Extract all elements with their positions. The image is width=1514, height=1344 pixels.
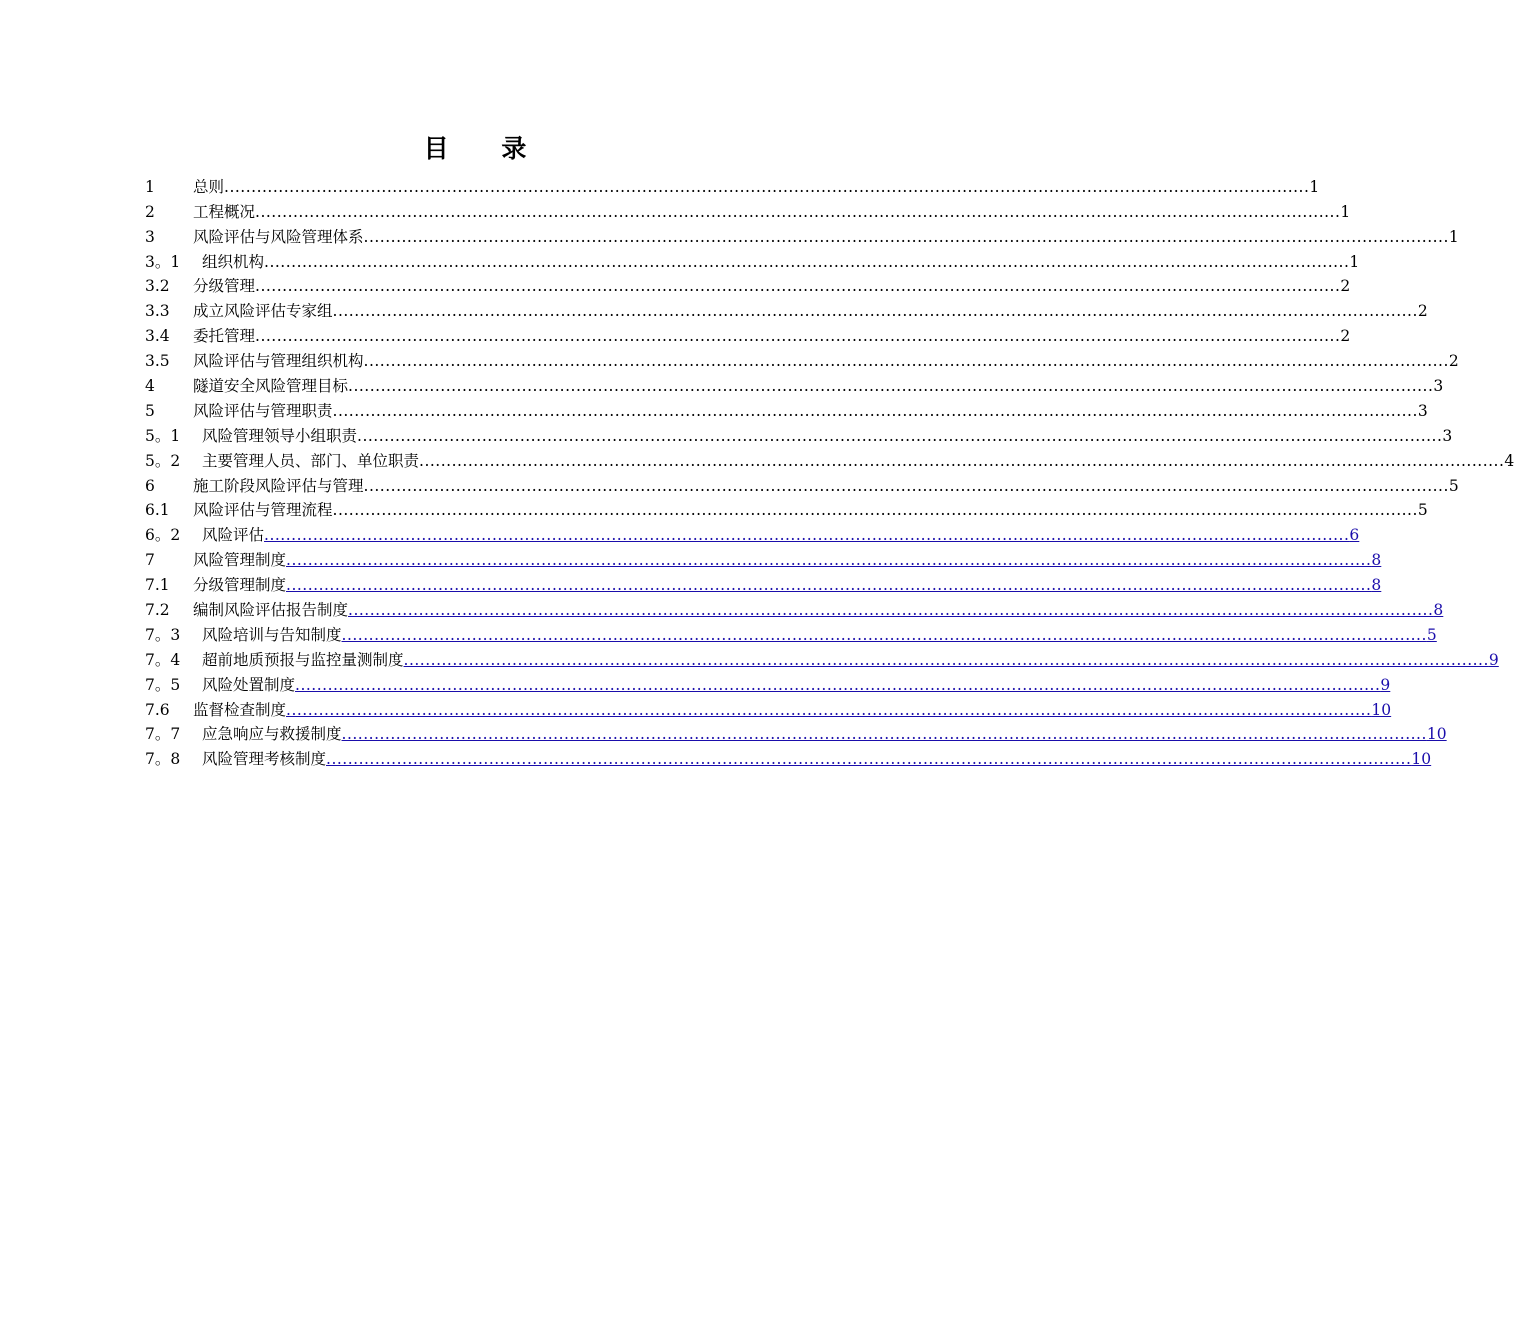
toc-entry-number: 3.3 <box>145 302 170 321</box>
toc-entry <box>145 174 1320 199</box>
toc-dot-leader: ........................................................................................................................................................................................................ <box>332 401 1418 420</box>
toc-entry[interactable] <box>145 722 1447 747</box>
toc-entry-label: 风险评估与风险管理体系 <box>193 227 364 246</box>
toc-entry-label: 分级管理制度 <box>193 576 287 595</box>
toc-dot-leader: ........................................................................................................................................................................................................ <box>264 526 1350 545</box>
toc-entry[interactable] <box>145 672 1391 697</box>
toc-entry-label: 风险管理制度 <box>193 551 287 570</box>
toc-entry-page-number[interactable]: 8 <box>1371 576 1382 595</box>
toc-entry-page-number: 3 <box>1442 426 1453 445</box>
toc-entry[interactable] <box>145 522 1360 547</box>
toc-entry-page-number: 3 <box>1433 377 1444 396</box>
toc-entry-number: 7.6 <box>145 700 170 719</box>
toc-dot-leader: ........................................................................................................................................................................................................ <box>286 551 1372 570</box>
toc-entry-number: 6 <box>145 476 155 495</box>
toc-entry-page-number: 1 <box>1309 177 1320 196</box>
toc-entry-page-number: 2 <box>1340 277 1351 296</box>
toc-entry-number: 7.1 <box>145 576 170 595</box>
toc-entry-label: 风险培训与告知制度 <box>202 625 342 644</box>
toc-dot-leader: ........................................................................................................................................................................................................ <box>363 476 1449 495</box>
toc-entry[interactable] <box>145 697 1392 722</box>
toc-entry <box>145 249 1360 274</box>
toc-entry[interactable] <box>145 597 1444 622</box>
toc-title: 目 录 <box>423 134 549 163</box>
toc-dot-leader: ........................................................................................................................................................................................................ <box>286 700 1372 719</box>
table-of-contents <box>145 174 1514 771</box>
toc-entry <box>145 323 1351 348</box>
toc-entry-page-number: 5 <box>1448 476 1459 495</box>
toc-entry-number: 5。2 <box>145 451 181 470</box>
toc-entry <box>145 373 1444 398</box>
toc-entry-page-number[interactable]: 8 <box>1371 551 1382 570</box>
toc-dot-leader: ........................................................................................................................................................................................................ <box>332 501 1418 520</box>
toc-entry-label: 编制风险评估报告制度 <box>193 601 349 620</box>
toc-entry-number: 7 <box>145 551 155 570</box>
toc-entry-label: 施工阶段风险评估与管理 <box>193 476 364 495</box>
toc-entry[interactable] <box>145 547 1382 572</box>
toc-entry-number: 7.2 <box>145 601 170 620</box>
toc-entry-page-number: 2 <box>1340 327 1351 346</box>
toc-entry <box>145 224 1459 249</box>
toc-entry-page-number: 4 <box>1504 451 1514 470</box>
toc-entry <box>145 298 1428 323</box>
toc-entry-number: 5 <box>145 401 155 420</box>
toc-entry <box>145 473 1459 498</box>
toc-dot-leader: ........................................................................................................................................................................................................ <box>332 302 1418 321</box>
toc-entry-number: 5。1 <box>145 426 181 445</box>
toc-entry-label: 应急响应与救援制度 <box>202 725 342 744</box>
toc-dot-leader: ........................................................................................................................................................................................................ <box>295 675 1381 694</box>
toc-entry <box>145 423 1453 448</box>
toc-entry-page-number: 1 <box>1448 227 1459 246</box>
toc-entry-number: 3.2 <box>145 277 170 296</box>
toc-entry-page-number: 2 <box>1417 302 1428 321</box>
toc-entry-number: 7。4 <box>145 650 181 669</box>
toc-entry-label: 超前地质预报与监控量测制度 <box>202 650 404 669</box>
toc-entry-label: 组织机构 <box>202 252 265 271</box>
toc-entry-page-number[interactable]: 5 <box>1426 625 1437 644</box>
toc-entry-number: 7。7 <box>145 725 181 744</box>
toc-dot-leader: ........................................................................................................................................................................................................ <box>348 601 1434 620</box>
toc-dot-leader: ........................................................................................................................................................................................................ <box>264 252 1350 271</box>
toc-entry-label: 风险评估与管理组织机构 <box>193 352 364 371</box>
toc-dot-leader: ........................................................................................................................................................................................................ <box>326 750 1412 769</box>
toc-dot-leader: ........................................................................................................................................................................................................ <box>286 576 1372 595</box>
toc-entry-page-number: 3 <box>1417 401 1428 420</box>
toc-entry-label: 风险评估 <box>202 526 265 545</box>
toc-entry-page-number[interactable]: 9 <box>1488 650 1499 669</box>
toc-entry-page-number[interactable]: 10 <box>1411 750 1432 769</box>
toc-entry[interactable] <box>145 746 1432 771</box>
toc-entry-page-number: 1 <box>1340 202 1351 221</box>
toc-dot-leader: ........................................................................................................................................................................................................ <box>363 227 1449 246</box>
toc-entry <box>145 274 1351 299</box>
toc-dot-leader: ........................................................................................................................................................................................................ <box>357 426 1443 445</box>
toc-entry-number: 7。5 <box>145 675 181 694</box>
toc-entry-page-number[interactable]: 10 <box>1371 700 1392 719</box>
toc-entry-label: 工程概况 <box>193 202 256 221</box>
toc-entry-number: 6。2 <box>145 526 181 545</box>
toc-dot-leader: ........................................................................................................................................................................................................ <box>341 625 1427 644</box>
toc-entry[interactable] <box>145 572 1382 597</box>
toc-entry-page-number: 1 <box>1349 252 1360 271</box>
toc-dot-leader: ........................................................................................................................................................................................................ <box>348 377 1434 396</box>
toc-entry-label: 风险管理考核制度 <box>202 750 327 769</box>
toc-entry-page-number[interactable]: 6 <box>1349 526 1360 545</box>
toc-entry-page-number: 2 <box>1448 352 1459 371</box>
toc-entry-number: 6.1 <box>145 501 170 520</box>
toc-entry-label: 成立风险评估专家组 <box>193 302 333 321</box>
toc-entry[interactable] <box>145 622 1437 647</box>
toc-entry-label: 总则 <box>193 177 225 196</box>
toc-entry <box>145 498 1428 523</box>
toc-entry-label: 风险管理领导小组职责 <box>202 426 358 445</box>
toc-entry-label: 隧道安全风险管理目标 <box>193 377 349 396</box>
toc-entry-number: 3。1 <box>145 252 181 271</box>
toc-entry-label: 分级管理 <box>193 277 256 296</box>
toc-entry-number: 3 <box>145 227 155 246</box>
toc-entry-number: 3.4 <box>145 327 170 346</box>
toc-entry-page-number: 5 <box>1417 501 1428 520</box>
toc-entry-page-number[interactable]: 10 <box>1426 725 1447 744</box>
toc-entry-label: 主要管理人员、部门、单位职责 <box>202 451 420 470</box>
toc-entry-number: 7。8 <box>145 750 181 769</box>
toc-entry <box>145 398 1428 423</box>
toc-entry <box>145 348 1459 373</box>
toc-entry <box>145 448 1514 473</box>
toc-entry-number: 7。3 <box>145 625 181 644</box>
toc-entry-number: 1 <box>145 177 155 196</box>
toc-dot-leader: ........................................................................................................................................................................................................ <box>419 451 1505 470</box>
toc-entry <box>145 199 1351 224</box>
toc-dot-leader: ........................................................................................................................................................................................................ <box>255 202 1341 221</box>
toc-dot-leader: ........................................................................................................................................................................................................ <box>403 650 1489 669</box>
toc-entry-number: 4 <box>145 377 155 396</box>
toc-entry-page-number[interactable]: 9 <box>1380 675 1391 694</box>
toc-entry-page-number[interactable]: 8 <box>1433 601 1444 620</box>
toc-dot-leader: ........................................................................................................................................................................................................ <box>363 352 1449 371</box>
toc-dot-leader: ........................................................................................................................................................................................................ <box>255 327 1341 346</box>
toc-entry-number: 2 <box>145 202 155 221</box>
toc-dot-leader: ........................................................................................................................................................................................................ <box>224 177 1310 196</box>
toc-entry[interactable] <box>145 647 1499 672</box>
toc-dot-leader: ........................................................................................................................................................................................................ <box>341 725 1427 744</box>
toc-entry-number: 3.5 <box>145 352 170 371</box>
toc-entry-label: 委托管理 <box>193 327 256 346</box>
toc-dot-leader: ........................................................................................................................................................................................................ <box>255 277 1341 296</box>
toc-entry-label: 风险评估与管理职责 <box>193 401 333 420</box>
toc-entry-label: 风险评估与管理流程 <box>193 501 333 520</box>
toc-entry-label: 监督检查制度 <box>193 700 287 719</box>
toc-entry-label: 风险处置制度 <box>202 675 296 694</box>
